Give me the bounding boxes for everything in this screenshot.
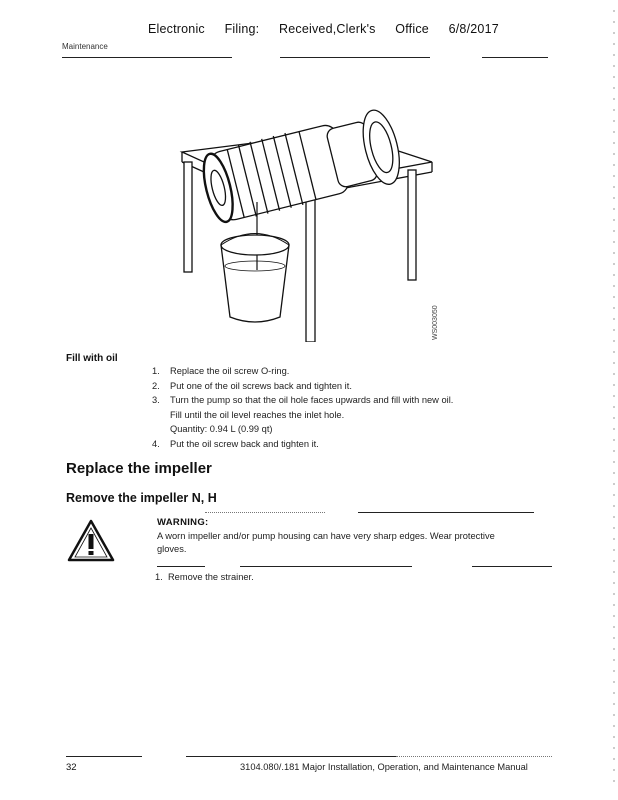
warning-triangle-icon [66,518,116,569]
warning-text: A worn impeller and/or pump housing can have very sharp edges. Wear protective gloves. [157,531,495,554]
stamp-word: Received,Clerk's [279,22,376,36]
section-header: Maintenance [62,42,108,51]
section-heading: Replace the impeller [66,460,212,477]
stamp-word: Filing: [224,22,260,36]
page-number: 32 [66,762,77,773]
divider [205,512,325,513]
divider [472,566,552,567]
stamp-word: Office [395,22,429,36]
subsection-heading: Remove the impeller N, H [66,491,217,505]
scan-edge-marks [612,0,616,800]
divider [240,566,412,567]
list-item-quantity: Quantity: 0.94 L (0.99 qt) [170,424,273,434]
list-item-continuation: Fill until the oil level reaches the inlet hole. [170,409,345,420]
list-item: 3. Turn the pump so that the oil hole faces upwards and fill with new oil. [152,395,454,405]
list-item: 1. Replace the oil screw O-ring. [152,366,290,376]
stamp-word: Electronic [148,22,205,36]
divider [157,566,205,567]
figure-code: WS003050 [432,305,439,340]
footer-title: 3104.080/.181 Major Installation, Operation, and Maintenance Manual [240,762,528,772]
list-item: 2. Put one of the oil screws back and tighten it. [152,380,352,391]
header-rule [62,57,232,58]
footer-rule [186,756,396,757]
warning-title: WARNING: [157,517,209,528]
pump-illustration [170,62,450,347]
filing-stamp [148,22,515,36]
footer-rule [396,756,552,757]
fill-oil-steps [152,364,453,451]
footer-rule [66,756,142,757]
divider [358,512,534,513]
stamp-date: 6/8/2017 [448,22,499,36]
pump-draining-oil-illustration [170,62,450,342]
fill-oil-title: Fill with oil [66,353,118,364]
header-rule [280,57,430,58]
list-item: 1. Remove the strainer. [155,572,254,582]
header-rule [482,57,548,58]
list-item: 4. Put the oil screw back and tighten it. [152,438,319,449]
